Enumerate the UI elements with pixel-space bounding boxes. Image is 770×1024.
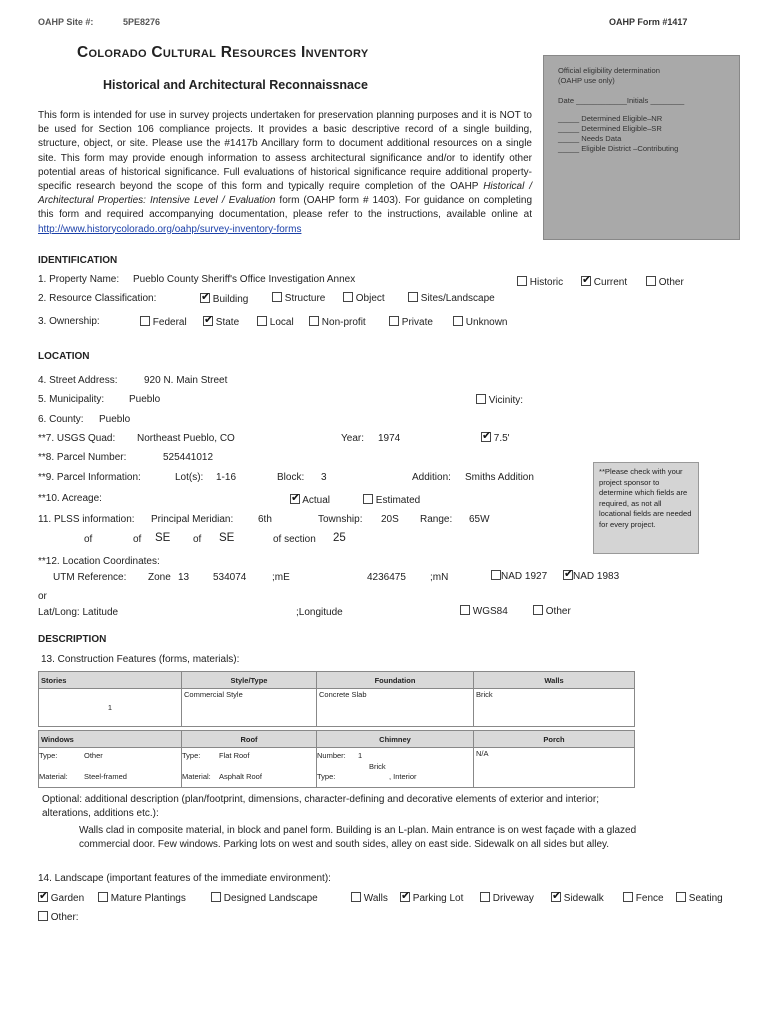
- estimated-checkbox[interactable]: [363, 494, 373, 504]
- wgs84-option[interactable]: WGS84: [460, 605, 508, 617]
- construction-table-1: [38, 671, 635, 727]
- intro-paragraph: This form is intended for use in survey projects undertaken for preservation planning purposes and it is NOT to be used for Section 106 compliance projects. It provides a basic descriptive record of a single building, structure, object, or site. Please use the #1417b Ancillary form to document additional resources on a single site. This form may provide enough information to assess architectural significance and/or to identify other potential areas of historical significance. Full evaluations of historical significance require additional property-specific research beyond the scope of this form and typically require completion of the OAHP Historical / Architectural Properties: Intensive Level / Evaluation form (OAHP form # 1403). For guidance on completing this form and required accompanying documentation, please refer to the instructions, available online at http://www.historycolorado.org/oahp/survey-inventory-forms: [38, 110, 532, 235]
- plss-label: 11. PLSS information:: [38, 514, 135, 525]
- form-number: OAHP Form #1417: [609, 17, 688, 27]
- window-material-value: Steel-framed: [84, 772, 127, 781]
- acreage-actual-option[interactable]: ✔ Actual: [290, 494, 330, 506]
- block-label: Block:: [277, 472, 305, 483]
- year-label: Year:: [341, 433, 364, 444]
- identification-heading: IDENTIFICATION: [38, 255, 118, 266]
- longitude-label: ;Longitude: [296, 607, 343, 618]
- chimney-type-value: , Interior: [389, 772, 417, 781]
- fence-checkbox[interactable]: [623, 892, 633, 902]
- roof-header: Roof: [182, 731, 317, 748]
- parcel-info-label: **9. Parcel Information:: [38, 472, 141, 483]
- own-state-option[interactable]: ✔ State: [203, 316, 239, 328]
- township-label: Township:: [318, 514, 363, 525]
- roof-type-value: Flat Roof: [219, 751, 250, 760]
- name-other-option[interactable]: Other: [646, 276, 684, 288]
- own-nonprofit-option[interactable]: Non-profit: [309, 316, 366, 328]
- name-historic-option[interactable]: Historic: [517, 276, 563, 288]
- class-object-option[interactable]: Object: [343, 292, 385, 304]
- stories-value: 1: [39, 689, 182, 727]
- building-checkbox[interactable]: [200, 293, 210, 303]
- township-value: 20S: [381, 514, 399, 525]
- walls-value: Brick: [474, 689, 635, 727]
- land-walls-option[interactable]: Walls: [351, 892, 388, 904]
- form-subtitle: Historical and Architectural Reconnaissnace: [103, 78, 368, 92]
- garden-checkbox[interactable]: [38, 892, 48, 902]
- actual-checkbox[interactable]: [290, 494, 300, 504]
- usgs-quad-label: **7. USGS Quad:: [38, 433, 116, 444]
- resource-class-label: 2. Resource Classification:: [38, 293, 157, 304]
- structure-checkbox[interactable]: [272, 292, 282, 302]
- current-checkbox[interactable]: [581, 276, 591, 286]
- state-checkbox[interactable]: [203, 316, 213, 326]
- municipality-value: Pueblo: [129, 394, 161, 405]
- lots-label: Lot(s):: [175, 472, 204, 483]
- land-other-option[interactable]: Other:: [38, 911, 79, 923]
- quarter-1-value: SE: [155, 532, 171, 544]
- federal-checkbox[interactable]: [140, 316, 150, 326]
- own-local-option[interactable]: Local: [257, 316, 294, 328]
- easting-value: 534074: [213, 572, 247, 583]
- nad1927-option[interactable]: NAD 1927: [491, 570, 547, 582]
- ownership-label: 3. Ownership:: [38, 316, 100, 327]
- class-sites-option[interactable]: Sites/Landscape: [408, 292, 495, 304]
- utm-label: UTM Reference:: [53, 572, 127, 583]
- datum-other-option[interactable]: Other: [533, 605, 571, 617]
- object-checkbox[interactable]: [343, 292, 353, 302]
- northing-unit: ;mN: [430, 572, 449, 583]
- land-driveway-option[interactable]: Driveway: [480, 892, 534, 904]
- chimney-number-value: 1: [358, 751, 363, 760]
- mature-plantings-checkbox[interactable]: [98, 892, 108, 902]
- addition-label: Addition:: [412, 472, 451, 483]
- or-label: or: [38, 591, 47, 602]
- acreage-label: **10. Acreage:: [38, 493, 102, 504]
- additional-description-text: Walls clad in composite material, in block and panel form. Building is an L-plan. Main entrance is on west façade with a glazed commercial door. Few windows. Parking lots on west and south sides, alley on east side. Sidewalk on all sides but alley.: [79, 825, 637, 850]
- window-type-value: Other: [84, 751, 103, 760]
- scale-7-5-checkbox[interactable]: [481, 432, 491, 442]
- block-value: 3: [321, 472, 327, 483]
- year-value: 1974: [378, 433, 401, 444]
- property-name-label: 1. Property Name:: [38, 274, 120, 285]
- section-label: of section: [273, 534, 316, 545]
- range-label: Range:: [420, 514, 453, 525]
- principal-meridian-label: Principal Meridian:: [151, 514, 234, 525]
- county-label: 6. County:: [38, 414, 84, 425]
- style-header: Style/Type: [182, 672, 317, 689]
- locational-fields-note: **Please check with your project sponsor to determine which fields are required, as not all locational fields are needed for every project.: [593, 462, 699, 554]
- foundation-header: Foundation: [317, 672, 474, 689]
- wgs84-checkbox[interactable]: [460, 605, 470, 615]
- quarter-of-1: of: [84, 534, 93, 545]
- chimney-header: Chimney: [317, 731, 474, 748]
- municipality-label: 5. Municipality:: [38, 394, 105, 405]
- quarter-of-2: of: [133, 534, 142, 545]
- parcel-number-label: **8. Parcel Number:: [38, 452, 127, 463]
- usgs-quad-value: Northeast Pueblo, CO: [137, 433, 235, 444]
- land-parking-lot-option[interactable]: ✔ Parking Lot: [400, 892, 463, 904]
- parcel-number-value: 525441012: [163, 452, 214, 463]
- porch-value: N/A: [474, 748, 635, 788]
- survey-forms-link[interactable]: http://www.historycolorado.org/oahp/survey-inventory-forms: [38, 223, 302, 235]
- quarter-of-3: of: [193, 534, 202, 545]
- addition-value: Smiths Addition: [465, 472, 534, 483]
- own-private-option[interactable]: Private: [389, 316, 433, 328]
- street-label: 4. Street Address:: [38, 375, 118, 386]
- principal-meridian-value: 6th: [258, 514, 272, 525]
- class-building-option[interactable]: ✔ Building: [200, 293, 248, 305]
- porch-header: Porch: [474, 731, 635, 748]
- vicinity-option[interactable]: Vicinity:: [476, 394, 523, 406]
- latitude-label: Lat/Long: Latitude: [38, 607, 119, 618]
- coordinates-label: **12. Location Coordinates:: [38, 556, 160, 567]
- northing-value: 4236475: [367, 572, 406, 583]
- property-name-value: Pueblo County Sheriff's Office Investigation Annex: [133, 274, 356, 285]
- walls-checkbox[interactable]: [351, 892, 361, 902]
- nad1983-option[interactable]: ✔ NAD 1983: [563, 570, 619, 582]
- land-designed-landscape-option[interactable]: Designed Landscape: [211, 892, 318, 904]
- land-fence-option[interactable]: Fence: [623, 892, 664, 904]
- section-value: 25: [333, 532, 346, 544]
- land-garden-option[interactable]: ✔ Garden: [38, 892, 84, 904]
- quarter-2-value: SE: [219, 532, 235, 544]
- foundation-value: Concrete Slab: [317, 689, 474, 727]
- datum-other-checkbox[interactable]: [533, 605, 543, 615]
- local-checkbox[interactable]: [257, 316, 267, 326]
- chimney-material-value: Brick: [369, 762, 386, 771]
- land-mature-plantings-option[interactable]: Mature Plantings: [98, 892, 186, 904]
- stories-header: Stories: [39, 672, 182, 689]
- sites-landscape-checkbox[interactable]: [408, 292, 418, 302]
- construction-table-2: Windows Roof Chimney Porch Type: Other Material: Steel-framed Type: Flat Roof Material: Asphalt Roof Number: 1 Brick Type: , Interior N/A: [38, 730, 635, 788]
- site-number-label: OAHP Site #:: [38, 17, 94, 27]
- name-current-option[interactable]: ✔ Current: [581, 276, 627, 288]
- official-eligibility-box: Official eligibility determination (OAHP use only) Date ____________Initials ________ _____ Determined Eligible–NR _____ Determined Eligible–SR _____ Needs Data _____ Eligible District –Contributing: [543, 55, 740, 240]
- sidewalk-checkbox[interactable]: [551, 892, 561, 902]
- roof-material-value: Asphalt Roof: [219, 772, 262, 781]
- land-other-checkbox[interactable]: [38, 911, 48, 921]
- acreage-estimated-option[interactable]: Estimated: [363, 494, 420, 506]
- parking-lot-checkbox[interactable]: [400, 892, 410, 902]
- style-value: Commercial Style: [182, 689, 317, 727]
- nonprofit-checkbox[interactable]: [309, 316, 319, 326]
- private-checkbox[interactable]: [389, 316, 399, 326]
- form-title: Colorado Cultural Resources Inventory: [77, 44, 369, 61]
- location-heading: LOCATION: [38, 351, 90, 362]
- zone-value: 13: [178, 572, 190, 583]
- vicinity-checkbox[interactable]: [476, 394, 486, 404]
- zone-label: Zone: [148, 572, 171, 583]
- site-number-value: 5PE8276: [123, 17, 161, 27]
- land-sidewalk-option[interactable]: ✔ Sidewalk: [551, 892, 604, 904]
- description-heading: DESCRIPTION: [38, 634, 107, 645]
- easting-unit: ;mE: [272, 572, 290, 583]
- street-value: 920 N. Main Street: [144, 375, 228, 386]
- unknown-checkbox[interactable]: [453, 316, 463, 326]
- county-value: Pueblo: [99, 414, 131, 425]
- windows-header: Windows: [39, 731, 182, 748]
- landscape-label: 14. Landscape (important features of the immediate environment):: [38, 873, 331, 884]
- nad1983-checkbox[interactable]: [563, 570, 573, 580]
- designed-landscape-checkbox[interactable]: [211, 892, 221, 902]
- construction-features-label: 13. Construction Features (forms, materials):: [41, 654, 240, 665]
- other-checkbox[interactable]: [646, 276, 656, 286]
- driveway-checkbox[interactable]: [480, 892, 490, 902]
- date-initials-line: Date ____________Initials ________: [558, 96, 685, 105]
- scale-option[interactable]: ✔ 7.5': [481, 432, 510, 444]
- nad1927-checkbox[interactable]: [491, 570, 501, 580]
- historic-checkbox[interactable]: [517, 276, 527, 286]
- land-seating-option[interactable]: Seating: [676, 892, 723, 904]
- walls-header: Walls: [474, 672, 635, 689]
- range-value: 65W: [469, 514, 490, 525]
- lots-value: 1-16: [216, 472, 237, 483]
- class-structure-option[interactable]: Structure: [272, 292, 325, 304]
- seating-checkbox[interactable]: [676, 892, 686, 902]
- own-unknown-option[interactable]: Unknown: [453, 316, 507, 328]
- own-federal-option[interactable]: Federal: [140, 316, 187, 328]
- optional-description-label: Optional: additional description (plan/footprint, dimensions, character-defining and decorative elements of exterior and interior; alterations, additions etc.):: [42, 794, 599, 819]
